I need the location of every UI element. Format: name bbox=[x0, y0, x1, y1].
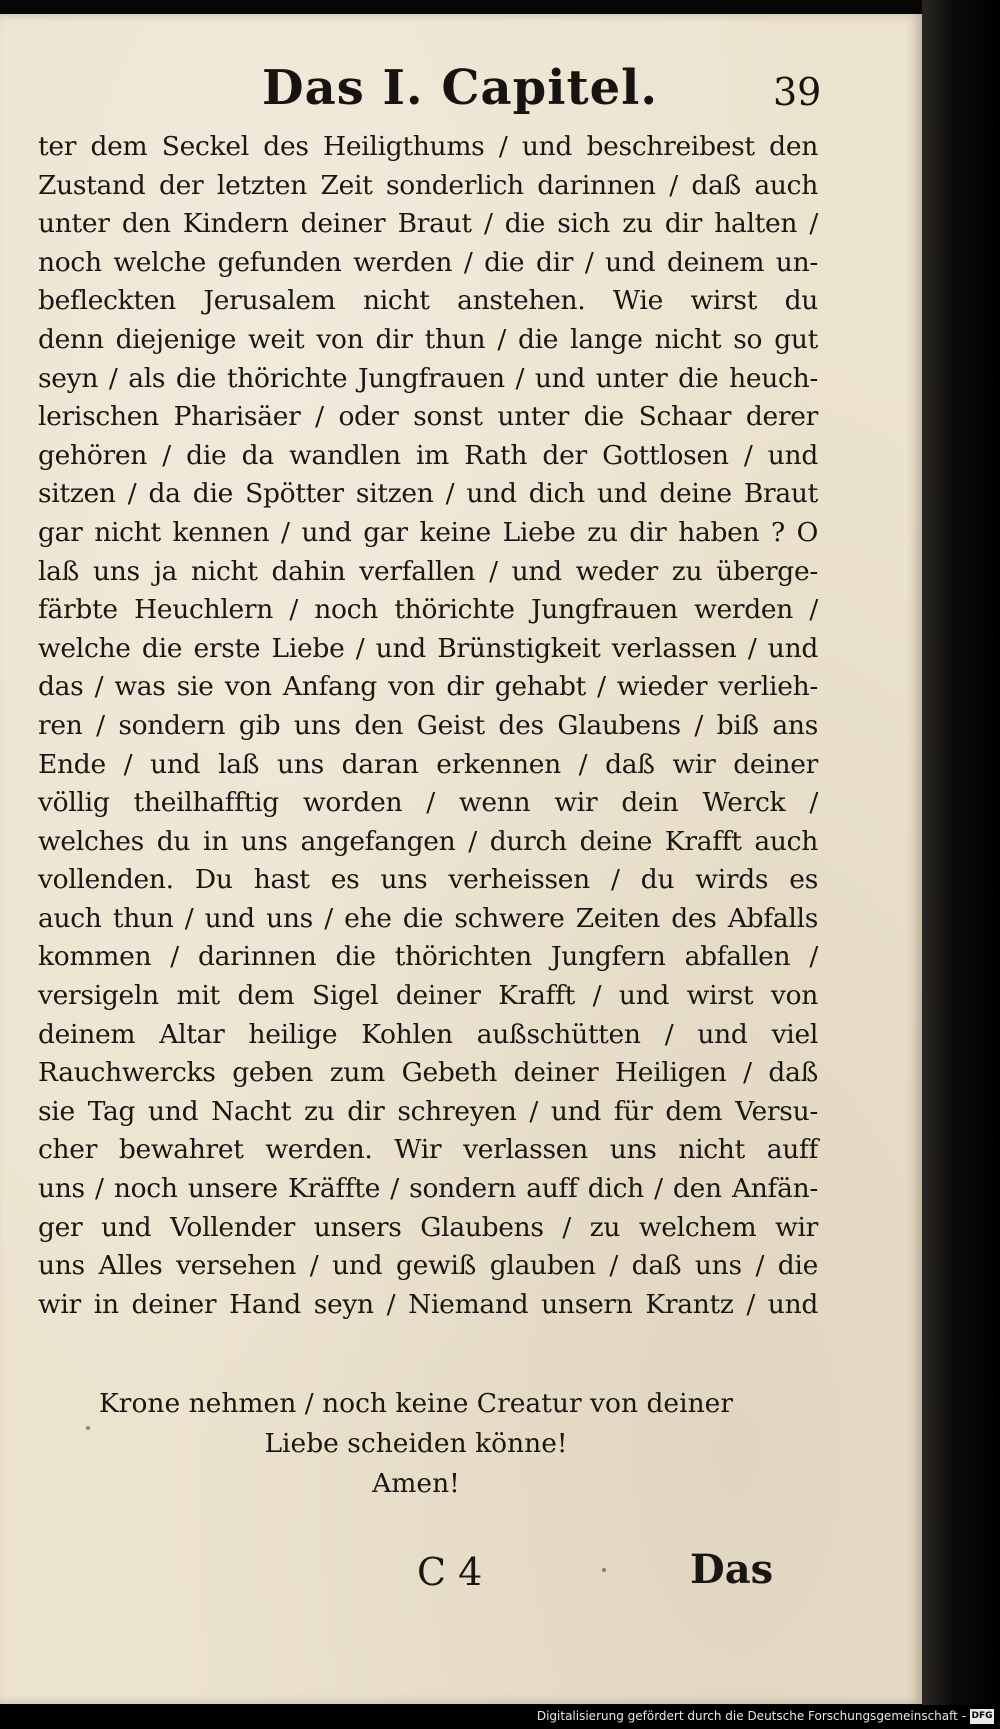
text-line: ren / sondern gib uns den Geist des Glaubens / biß ans bbox=[38, 709, 818, 741]
page-footer bbox=[0, 1542, 922, 1602]
text-line: völlig theilhafftig worden / wenn wir dein Werck / bbox=[38, 787, 818, 819]
text-line: Rauchwercks geben zum Gebeth deiner Heiligen / daß bbox=[38, 1057, 818, 1089]
page-header bbox=[0, 52, 922, 122]
text-line: gehören / die da wandlen im Rath der Gottlosen / und bbox=[38, 439, 818, 471]
text-line: befleckten Jerusalem nicht anstehen. Wie wirst du bbox=[38, 285, 818, 317]
credit-bar bbox=[0, 1705, 1000, 1729]
text-line: das / was sie von Anfang von dir gehabt / wieder verlieh- bbox=[38, 671, 818, 703]
body-text bbox=[38, 128, 818, 1324]
text-line: gar nicht kennen / und gar keine Liebe zu dir haben ? O bbox=[38, 516, 818, 548]
text-line: Zustand der letzten Zeit sonderlich darinnen / daß auch bbox=[38, 169, 818, 201]
text-line: denn diejenige weit von dir thun / die lange nicht so gut bbox=[38, 323, 818, 355]
text-line: färbte Heuchlern / noch thörichte Jungfrauen werden / bbox=[38, 594, 818, 626]
text-line: versigeln mit dem Sigel deiner Krafft / und wirst von bbox=[38, 980, 818, 1012]
scan-background-edge bbox=[922, 0, 1000, 1705]
text-line: kommen / darinnen die thörichten Jungfern abfallen / bbox=[38, 941, 818, 973]
signature-mark: C 4 bbox=[417, 1550, 483, 1594]
closing-line: Amen! bbox=[372, 1468, 460, 1499]
text-line: lerischen Pharisäer / oder sonst unter die Schaar derer bbox=[38, 401, 818, 433]
text-line: wir in deiner Hand seyn / Niemand unsern Krantz / und bbox=[38, 1288, 818, 1320]
closing-line: Krone nehmen / noch keine Creatur von deiner bbox=[99, 1388, 733, 1419]
book-page bbox=[0, 14, 922, 1704]
running-title: Das I. Capitel. bbox=[262, 60, 659, 116]
text-line: cher bewahret werden. Wir verlassen uns nicht auff bbox=[38, 1134, 818, 1166]
dfg-logo: DFG bbox=[970, 1709, 994, 1724]
text-line: ter dem Seckel des Heiligthums / und beschreibest den bbox=[38, 131, 818, 162]
text-line: noch welche gefunden werden / die dir / und deinem un- bbox=[38, 246, 818, 278]
text-line: laß uns ja nicht dahin verfallen / und weder zu überge- bbox=[38, 555, 818, 587]
text-line: uns Alles versehen / und gewiß glauben / daß uns / die bbox=[38, 1250, 818, 1282]
text-line: unter den Kindern deiner Braut / die sich zu dir halten / bbox=[38, 208, 818, 240]
digitization-credit: Digitalisierung gefördert durch die Deutsche Forschungsgemeinschaft - bbox=[536, 1709, 966, 1723]
text-line: sitzen / da die Spötter sitzen / und dich und deine Braut bbox=[38, 478, 818, 510]
closing-prayer bbox=[96, 1384, 736, 1504]
text-line: ger und Vollender unsers Glaubens / zu welchem wir bbox=[38, 1211, 818, 1243]
ink-spot bbox=[86, 1426, 90, 1430]
text-line: seyn / als die thörichte Jungfrauen / und unter die heuch- bbox=[38, 362, 818, 394]
closing-line: Liebe scheiden könne! bbox=[264, 1428, 568, 1459]
text-line: deinem Altar heilige Kohlen außschütten / und viel bbox=[38, 1018, 818, 1050]
text-line: vollenden. Du hast es uns verheissen / du wirds es bbox=[38, 864, 818, 896]
page-number: 39 bbox=[773, 70, 822, 114]
text-line: uns / noch unsere Kräffte / sondern auff dich / den Anfän- bbox=[38, 1173, 818, 1205]
text-line: auch thun / und uns / ehe die schwere Zeiten des Abfalls bbox=[38, 902, 818, 934]
text-line: Ende / und laß uns daran erkennen / daß wir deiner bbox=[38, 748, 818, 780]
text-line: welche die erste Liebe / und Brünstigkeit verlassen / und bbox=[38, 632, 818, 664]
text-line: sie Tag und Nacht zu dir schreyen / und für dem Versu- bbox=[38, 1095, 818, 1127]
catchword: Das bbox=[690, 1546, 774, 1593]
text-line: welches du in uns angefangen / durch deine Krafft auch bbox=[38, 825, 818, 857]
